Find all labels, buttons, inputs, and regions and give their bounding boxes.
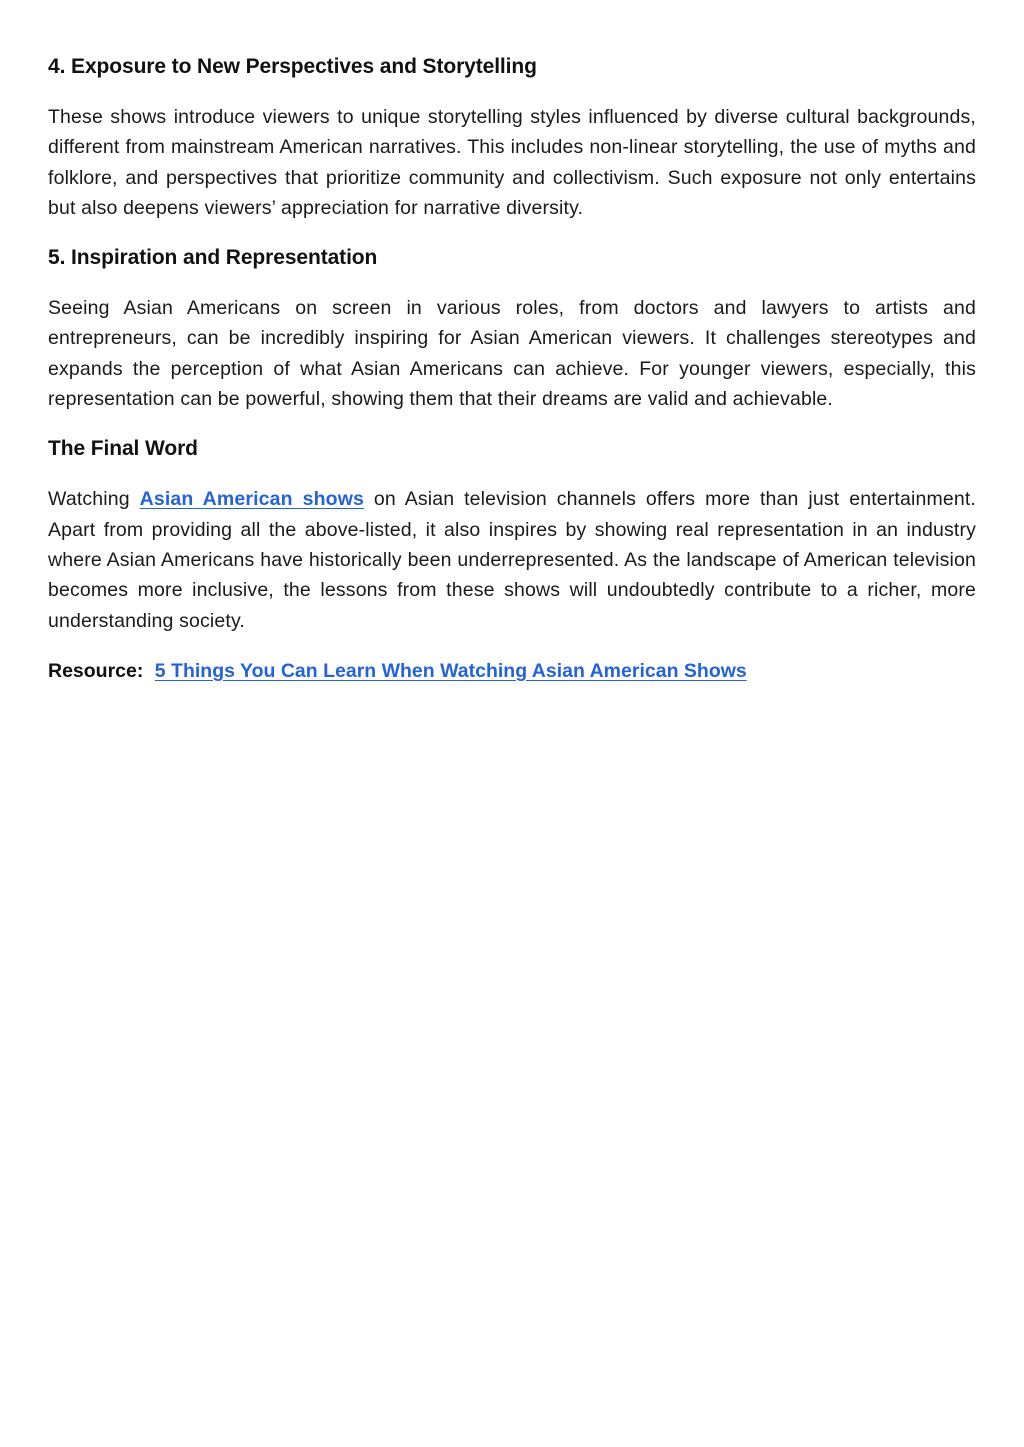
final-word-text-after: on Asian television channels offers more than just entertainment. Apart from providing all the above-listed, it also inspires by showing real representation in an industry where Asian Americans have historically been underrepresented. As the landscape of American television becomes more inclusive, the lessons from these shows will undoubtedly contribute to a richer, more understanding society. bbox=[48, 488, 976, 632]
section-4-body: These shows introduce viewers to unique storytelling styles influenced by diverse cultural backgrounds, different from mainstream American narratives. This includes non-linear storytelling, the use of myths and folklore, and perspectives that prioritize community and collectivism. Such exposure not only entertains but also deepens viewers’ appreciation for narrative diversity. bbox=[48, 106, 976, 219]
resource-label: Resource: bbox=[48, 659, 144, 682]
resource-link[interactable]: 5 Things You Can Learn When Watching Asian American Shows bbox=[154, 659, 747, 682]
section-5-body: Seeing Asian Americans on screen in various roles, from doctors and lawyers to artists and entrepreneurs, can be incredibly inspiring for Asian American viewers. It challenges stereotypes and expands the perception of what Asian Americans can achieve. For younger viewers, especially, this representation can be powerful, showing them that their dreams are valid and achievable. bbox=[48, 297, 976, 411]
section-4-heading: 4. Exposure to New Perspectives and Storytelling bbox=[48, 55, 537, 78]
document-page bbox=[48, 52, 976, 686]
section-5-heading: 5. Inspiration and Representation bbox=[48, 246, 378, 270]
final-word-text-before: Watching bbox=[48, 488, 140, 511]
asian-american-shows-link[interactable]: Asian American shows bbox=[139, 488, 365, 511]
resource-line bbox=[48, 656, 976, 686]
final-word-body bbox=[48, 484, 976, 635]
final-word-heading: The Final Word bbox=[48, 437, 198, 461]
